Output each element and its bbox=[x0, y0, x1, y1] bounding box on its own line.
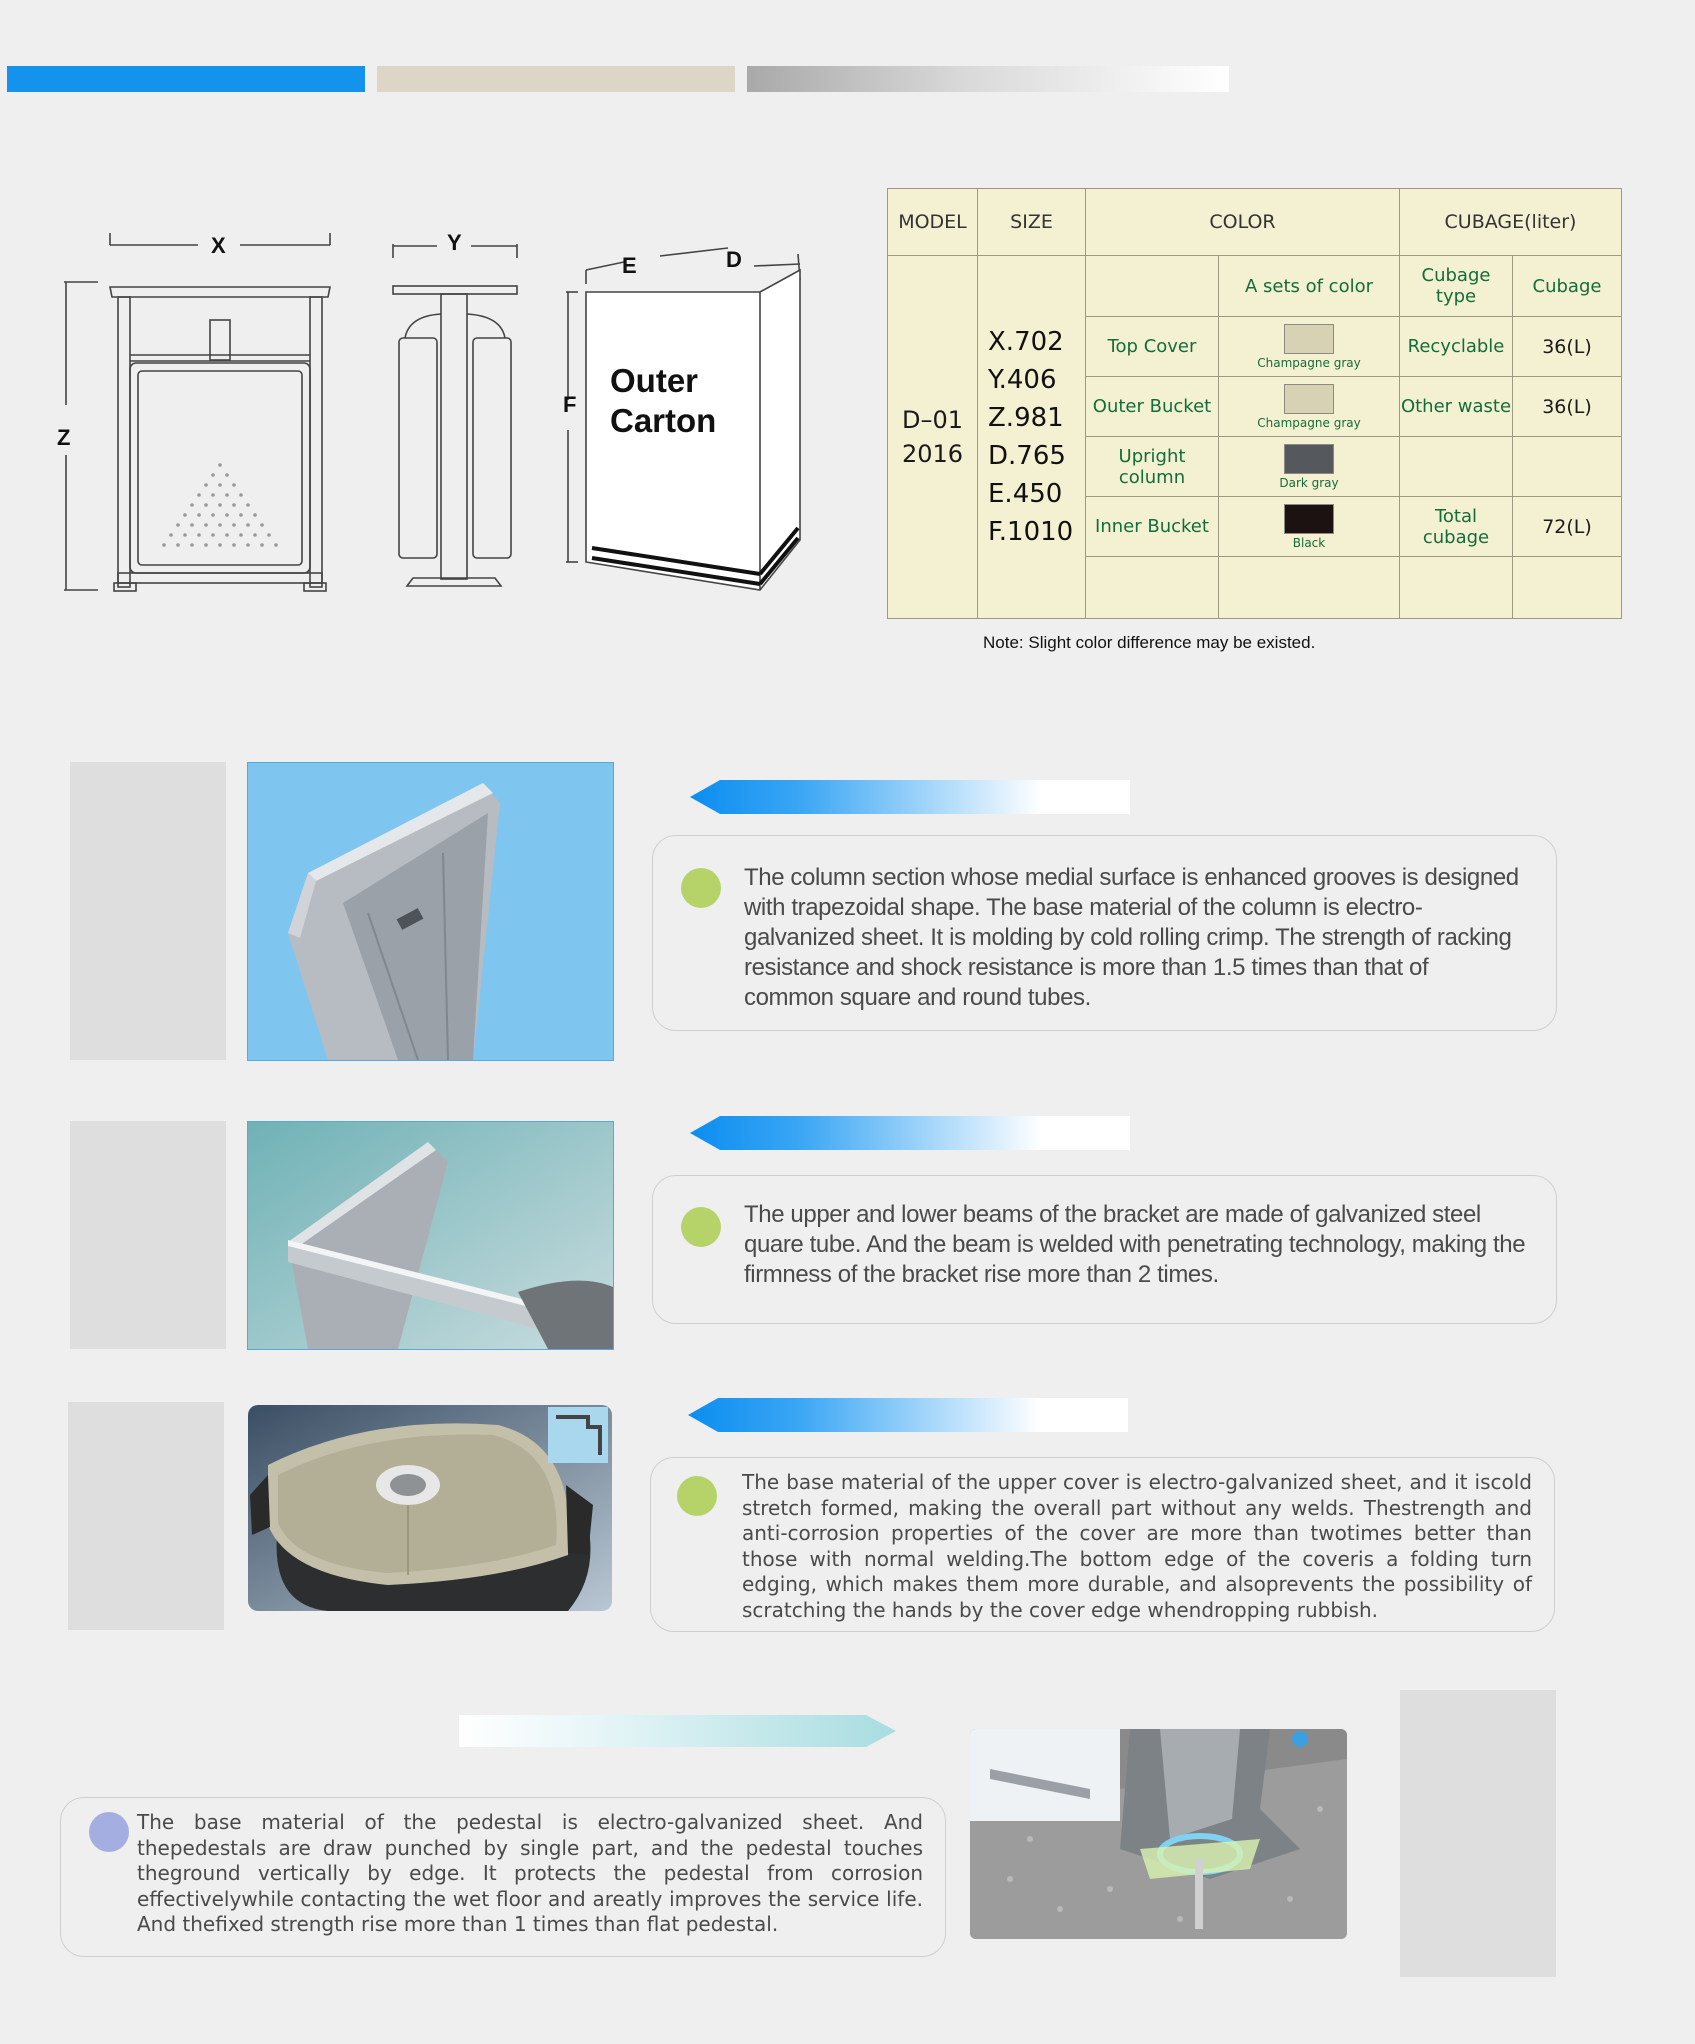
side-view-drawing bbox=[385, 238, 525, 600]
header-color: COLOR bbox=[1209, 211, 1276, 233]
size-x: X.702 bbox=[988, 327, 1064, 357]
carton-line-2: Carton bbox=[610, 402, 717, 439]
feature-text-2: The upper and lower beams of the bracket are made of galvanized steel quare tube. And the beam is welded with penetrating technology, making the firmness of the bracket rise more than 2 times. bbox=[744, 1201, 1526, 1288]
section-arrow bbox=[688, 1398, 1128, 1432]
gray-placeholder-block bbox=[70, 1121, 226, 1349]
model-cell bbox=[888, 256, 977, 618]
cubage-other-waste: 36(L) bbox=[1542, 395, 1592, 418]
bullet-dot bbox=[681, 868, 721, 908]
part-upright-column: Upright column bbox=[1118, 445, 1186, 488]
beam-image bbox=[247, 1121, 614, 1350]
section-arrow bbox=[690, 1116, 1130, 1150]
color-top-cover bbox=[1219, 317, 1399, 376]
top-bar-beige bbox=[377, 66, 735, 92]
feature-box-1 bbox=[652, 835, 1557, 1031]
color-outer-bucket bbox=[1219, 377, 1399, 436]
dimension-d-label: D bbox=[726, 247, 742, 272]
swatch-label: Dark gray bbox=[1279, 475, 1339, 490]
color-note: Note: Slight color difference may be existed. bbox=[983, 633, 1316, 652]
top-bar-blue bbox=[7, 66, 365, 92]
size-d: D.765 bbox=[988, 441, 1066, 471]
subheader-cubage: Cubage bbox=[1532, 275, 1602, 297]
part-inner-bucket: Inner Bucket bbox=[1095, 516, 1209, 537]
gray-placeholder-block bbox=[70, 762, 226, 1060]
dimension-z-label: Z bbox=[57, 425, 71, 450]
front-view-drawing bbox=[58, 225, 348, 600]
size-list bbox=[988, 256, 1085, 618]
cubage-type-recyclable: Recyclable bbox=[1407, 336, 1505, 357]
dimension-x-label: X bbox=[211, 233, 226, 258]
size-y: Y.406 bbox=[988, 365, 1057, 395]
upper-cover-image bbox=[248, 1405, 612, 1611]
feature-box-2 bbox=[652, 1175, 1557, 1324]
bullet-dot bbox=[677, 1476, 717, 1516]
feature-text-1: The column section whose medial surface is enhanced grooves is designed with trapezoidal shape. The base material of the column is electro-galvanized sheet. It is molding by cold rolling crimp. The strength of racking resistance and shock resistance is more than 1.5 times than that of common square and round tubes. bbox=[744, 864, 1519, 1011]
size-f: F.1010 bbox=[988, 517, 1074, 547]
feature-text-3: The base material of the upper cover is electro-galvanized sheet, and it iscold stretch formed, making the overall part without any welds. Thestrength and anti-corrosion properties of the cover are more than twotimes better than those with normal welding.The bottom edge of the coveris a folding turn edging, which makes them more durable, and alsoprevents the possibility of scratching the hands by the cover edge whendropping rubbish. bbox=[742, 1470, 1532, 1622]
swatch-black bbox=[1284, 504, 1334, 534]
gray-placeholder-block bbox=[1400, 1690, 1556, 1977]
bullet-dot bbox=[681, 1207, 721, 1247]
top-bar-gradient bbox=[747, 66, 1229, 92]
swatch-champagne-gray bbox=[1284, 324, 1334, 354]
bullet-dot bbox=[89, 1812, 129, 1852]
color-inner-bucket bbox=[1219, 497, 1399, 556]
size-z: Z.981 bbox=[988, 403, 1064, 433]
swatch-label: Champagne gray bbox=[1257, 355, 1361, 370]
swatch-champagne-gray bbox=[1284, 384, 1334, 414]
feature-text-4: The base material of the pedestal is electro-galvanized sheet. And thepedestals are draw punched by single part, and the pedestal touches theground vertically by edge. It protects the pedestal from corrosion effectivelywhile contacting the wet floor and areatly improves the service life. And thefixed strength rise more than 1 times than flat pedestal. bbox=[137, 1810, 923, 1936]
subheader-sets-of-color: A sets of color bbox=[1244, 275, 1374, 297]
spec-table bbox=[887, 188, 1622, 619]
cubage-recyclable: 36(L) bbox=[1542, 335, 1592, 358]
outer-carton-label bbox=[610, 361, 716, 441]
feature-box-4 bbox=[60, 1797, 946, 1957]
column-section-image bbox=[247, 762, 614, 1061]
pedestal-image bbox=[970, 1729, 1347, 1939]
header-cubage: CUBAGE(liter) bbox=[1444, 211, 1577, 233]
part-outer-bucket: Outer Bucket bbox=[1092, 396, 1212, 417]
part-top-cover: Top Cover bbox=[1107, 336, 1197, 357]
subheader-cubage-type: Cubage type bbox=[1421, 265, 1491, 307]
swatch-dark-gray bbox=[1284, 444, 1334, 474]
color-upright-column bbox=[1219, 437, 1399, 496]
gray-placeholder-block bbox=[68, 1402, 224, 1630]
size-e: E.450 bbox=[988, 479, 1063, 509]
model-name: D–01 bbox=[901, 406, 964, 434]
cubage-total: 72(L) bbox=[1542, 515, 1592, 538]
cubage-type-total: Total cubage bbox=[1422, 505, 1490, 548]
swatch-label: Champagne gray bbox=[1257, 415, 1361, 430]
model-year: 2016 bbox=[901, 440, 964, 468]
carton-line-1: Outer bbox=[610, 362, 699, 399]
cubage-type-other-waste: Other waste bbox=[1400, 396, 1512, 417]
dimension-y-label: Y bbox=[447, 230, 462, 255]
dimension-e-label: E bbox=[622, 253, 637, 278]
header-size: SIZE bbox=[1010, 211, 1053, 233]
swatch-label: Black bbox=[1292, 535, 1326, 550]
feature-box-3 bbox=[650, 1457, 1555, 1632]
section-arrow-right bbox=[459, 1715, 896, 1747]
section-arrow bbox=[690, 780, 1130, 814]
header-model: MODEL bbox=[898, 211, 967, 233]
dimension-f-label: F bbox=[563, 392, 577, 417]
